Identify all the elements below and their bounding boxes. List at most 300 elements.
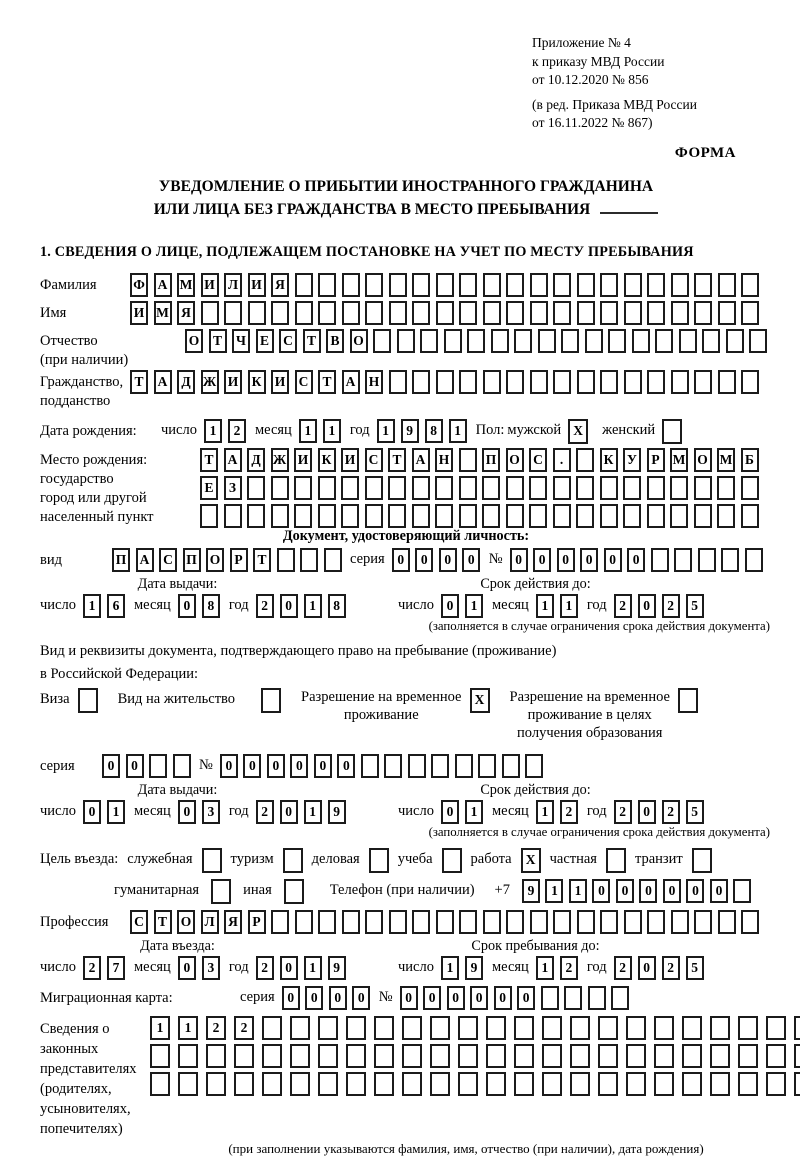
char-cell: [388, 476, 406, 500]
char-cell: [412, 910, 430, 934]
char-cell: А: [224, 448, 242, 472]
char-cell: [530, 273, 548, 297]
char-cell: М: [154, 301, 172, 325]
iddoc-heading: Документ, удостоверяющий личность:: [282, 527, 530, 544]
char-cell: [458, 1016, 478, 1040]
char-cell: [369, 848, 389, 873]
char-cell: [502, 754, 520, 778]
char-cell: [698, 548, 716, 572]
birth-year-boxes: [377, 419, 473, 443]
char-cell: [486, 1016, 506, 1040]
char-cell: [342, 273, 360, 297]
char-cell: [459, 370, 477, 394]
title-blank-line: [600, 198, 658, 214]
char-cell: Т: [130, 370, 148, 394]
char-cell: [624, 370, 642, 394]
iddoc-issue-day: [83, 594, 131, 618]
char-cell: 1: [465, 800, 483, 824]
char-cell: [542, 1016, 562, 1040]
char-cell: [710, 1044, 730, 1068]
char-cell: Т: [209, 329, 227, 353]
char-cell: 0: [352, 986, 370, 1010]
char-cell: [553, 301, 571, 325]
profession-row: [40, 910, 772, 934]
resdoc-valid-until-label: Срок действия до:: [480, 781, 591, 798]
iddoc-kind-label: вид: [40, 551, 62, 568]
char-cell: [402, 1016, 422, 1040]
char-cell: 2: [228, 419, 246, 443]
char-cell: [459, 301, 477, 325]
char-cell: [794, 1016, 800, 1040]
form-title: [40, 176, 772, 222]
char-cell: [671, 910, 689, 934]
char-cell: [514, 1016, 534, 1040]
char-cell: 0: [686, 879, 704, 903]
resdoc-restriction-note: (заполняется в случае ограничения срока действия документа): [428, 824, 770, 839]
annex-edit-line-2: от 16.11.2022 № 867): [532, 115, 653, 130]
char-cell: [318, 301, 336, 325]
birthplace-row: [40, 448, 772, 528]
char-cell: [671, 370, 689, 394]
char-cell: 1: [560, 594, 578, 618]
char-cell: 0: [267, 754, 285, 778]
resdoc-valid-month: [536, 800, 584, 824]
char-cell: [577, 370, 595, 394]
resdoc-dates: [40, 782, 772, 824]
resdoc-line1: Вид и реквизиты документа, подтверждающего право на пребывание (проживание): [40, 642, 557, 659]
iddoc-issue-year: [256, 594, 352, 618]
char-cell: Я: [177, 301, 195, 325]
char-cell: 0: [329, 986, 347, 1010]
char-cell: [694, 910, 712, 934]
char-cell: [654, 1044, 674, 1068]
iddoc-issue-date-label: Дата выдачи:: [137, 575, 218, 592]
char-cell: [611, 986, 629, 1010]
char-cell: [402, 1044, 422, 1068]
char-cell: [553, 476, 571, 500]
resdoc-issue-date-label: Дата выдачи:: [137, 781, 218, 798]
char-cell: [318, 1016, 338, 1040]
char-cell: [738, 1016, 758, 1040]
iddoc-kind-row: [40, 548, 772, 572]
char-cell: [576, 476, 594, 500]
char-cell: 1: [545, 879, 563, 903]
char-cell: [224, 301, 242, 325]
char-cell: [654, 1072, 674, 1096]
char-cell: [346, 1044, 366, 1068]
char-cell: [741, 504, 759, 528]
char-cell: 0: [282, 986, 300, 1010]
char-cell: [262, 1016, 282, 1040]
char-cell: 2: [662, 594, 680, 618]
patronymic-boxes: [185, 329, 773, 353]
char-cell: [674, 548, 692, 572]
char-cell: [431, 754, 449, 778]
char-cell: [542, 1072, 562, 1096]
char-cell: [766, 1044, 786, 1068]
char-cell: 2: [560, 956, 578, 980]
migration-number-label: №: [378, 988, 393, 1005]
char-cell: [670, 476, 688, 500]
char-cell: [478, 754, 496, 778]
char-cell: [529, 504, 547, 528]
char-cell: М: [177, 273, 195, 297]
purpose-study-label: учеба: [397, 850, 433, 867]
char-cell: 9: [401, 419, 419, 443]
char-cell: Т: [253, 548, 271, 572]
char-cell: [200, 504, 218, 528]
char-cell: М: [717, 448, 735, 472]
residence-permit-checkbox: [261, 688, 281, 713]
char-cell: К: [248, 370, 266, 394]
form-title-line-1: УВЕДОМЛЕНИЕ О ПРИБЫТИИ ИНОСТРАННОГО ГРАЖДАНИНА: [158, 177, 654, 195]
char-cell: [529, 476, 547, 500]
char-cell: [570, 1072, 590, 1096]
char-cell: [295, 301, 313, 325]
char-cell: [651, 548, 669, 572]
char-cell: 1: [107, 800, 125, 824]
char-cell: [745, 548, 763, 572]
annex-line-3: от 10.12.2020 № 856: [532, 72, 649, 87]
birthplace-boxes-row3: [200, 504, 764, 528]
char-cell: В: [326, 329, 344, 353]
birthplace-label: Место рождения: государство город или другой населенный пункт: [40, 451, 154, 525]
char-cell: [561, 329, 579, 353]
char-cell: [435, 476, 453, 500]
char-cell: К: [600, 448, 618, 472]
char-cell: [486, 1044, 506, 1068]
surname-label: Фамилия: [40, 276, 97, 293]
char-cell: [318, 910, 336, 934]
purpose-label: Цель въезда:: [40, 850, 119, 867]
char-cell: [506, 301, 524, 325]
char-cell: Ж: [271, 448, 289, 472]
char-cell: [733, 879, 751, 903]
char-cell: [324, 548, 342, 572]
firstname-label: Имя: [40, 304, 67, 321]
char-cell: [506, 504, 524, 528]
iddoc-valid-month: [536, 594, 584, 618]
char-cell: [388, 504, 406, 528]
char-cell: [284, 879, 304, 904]
char-cell: [600, 504, 618, 528]
entry-month: [178, 956, 226, 980]
stay-date: число 1 9 месяц 1 2 год 2 0 2 5: [398, 956, 772, 980]
char-cell: 1: [377, 419, 395, 443]
iddoc-series-label: серия: [350, 550, 385, 567]
representatives-boxes-row2: [150, 1044, 800, 1068]
char-cell: [346, 1072, 366, 1096]
char-cell: И: [201, 273, 219, 297]
char-cell: [247, 476, 265, 500]
option-visa: [40, 688, 98, 742]
char-cell: [206, 1044, 226, 1068]
section1-heading: 1. СВЕДЕНИЯ О ЛИЦЕ, ПОДЛЕЖАЩЕМ ПОСТАНОВКЕ НА УЧЕТ ПО МЕСТУ ПРЕБЫВАНИЯ: [40, 243, 694, 260]
char-cell: [455, 754, 473, 778]
char-cell: О: [185, 329, 203, 353]
char-cell: Т: [318, 370, 336, 394]
char-cell: 9: [465, 956, 483, 980]
char-cell: 0: [638, 594, 656, 618]
visa-label: Виза: [40, 690, 70, 707]
char-cell: [598, 1072, 618, 1096]
char-cell: [530, 301, 548, 325]
entry-dates: [40, 938, 772, 980]
char-cell: [647, 476, 665, 500]
char-cell: 0: [423, 986, 441, 1010]
char-cell: [178, 1044, 198, 1068]
char-cell: А: [154, 370, 172, 394]
phone-label: Телефон (при наличии): [329, 881, 475, 898]
char-cell: Ф: [130, 273, 148, 297]
char-cell: [647, 273, 665, 297]
char-cell: 0: [517, 986, 535, 1010]
char-cell: [342, 910, 360, 934]
char-cell: [211, 879, 231, 904]
purpose-humanitarian-label: гуманитарная: [114, 881, 200, 898]
char-cell: 1: [299, 419, 317, 443]
char-cell: [412, 301, 430, 325]
char-cell: 0: [280, 800, 298, 824]
char-cell: [682, 1016, 702, 1040]
char-cell: [459, 504, 477, 528]
char-cell: Л: [201, 910, 219, 934]
char-cell: И: [130, 301, 148, 325]
char-cell: [224, 504, 242, 528]
char-cell: [738, 1044, 758, 1068]
visa-checkbox: [78, 688, 98, 713]
char-cell: 0: [627, 548, 645, 572]
day-label: число: [161, 421, 197, 438]
resdoc-issue-year: [256, 800, 352, 824]
char-cell: .: [553, 448, 571, 472]
char-cell: [261, 688, 281, 713]
stay-year: [614, 956, 710, 980]
char-cell: [585, 329, 603, 353]
char-cell: [576, 448, 594, 472]
migration-card-row: [40, 986, 772, 1010]
char-cell: [295, 273, 313, 297]
char-cell: 0: [305, 986, 323, 1010]
residence-permit-label: Вид на жительство: [117, 690, 236, 707]
char-cell: 0: [462, 548, 480, 572]
resdoc-line2: в Российской Федерации:: [40, 665, 199, 682]
purpose-transit-label: транзит: [634, 850, 683, 867]
citizenship-label: Гражданство, подданство: [40, 373, 124, 409]
char-cell: Н: [365, 370, 383, 394]
purpose-row2: [40, 879, 772, 904]
char-cell: 0: [616, 879, 634, 903]
char-cell: [718, 301, 736, 325]
char-cell: [570, 1044, 590, 1068]
char-cell: [318, 273, 336, 297]
purpose-other-checkbox: [284, 879, 304, 904]
char-cell: 1: [178, 1016, 198, 1040]
char-cell: О: [206, 548, 224, 572]
char-cell: П: [482, 448, 500, 472]
char-cell: [295, 910, 313, 934]
char-cell: 9: [328, 800, 346, 824]
iddoc-valid-date: число 0 1 месяц 1 1 год 2 0 2 5: [398, 594, 772, 618]
stay-until-label: Срок пребывания до:: [471, 937, 600, 954]
profession-label: Профессия: [40, 913, 109, 930]
surname-row: [40, 273, 772, 297]
char-cell: [553, 910, 571, 934]
char-cell: [365, 476, 383, 500]
char-cell: [741, 476, 759, 500]
char-cell: [577, 273, 595, 297]
char-cell: [412, 476, 430, 500]
char-cell: [486, 1072, 506, 1096]
temp-permit-label: Разрешение на временное проживание: [301, 688, 462, 723]
char-cell: М: [670, 448, 688, 472]
purpose-tourism-label: туризм: [230, 850, 274, 867]
migration-series-boxes: [282, 986, 376, 1010]
char-cell: 0: [533, 548, 551, 572]
char-cell: И: [248, 273, 266, 297]
char-cell: 1: [204, 419, 222, 443]
char-cell: 0: [178, 956, 196, 980]
char-cell: [600, 370, 618, 394]
birthdate-row: [40, 419, 772, 444]
char-cell: [248, 301, 266, 325]
resdoc-issue-month: [178, 800, 226, 824]
char-cell: 0: [638, 956, 656, 980]
char-cell: И: [224, 370, 242, 394]
citizenship-row: [40, 370, 772, 411]
char-cell: X: [470, 688, 490, 713]
char-cell: 1: [536, 800, 554, 824]
char-cell: Я: [224, 910, 242, 934]
char-cell: [538, 329, 556, 353]
char-cell: [374, 1072, 394, 1096]
representatives-note: (при заполнении указываются фамилия, имя, отчество (при наличии), дата рождения): [228, 1140, 704, 1156]
char-cell: [342, 301, 360, 325]
iddoc-kind-boxes: [112, 548, 347, 572]
char-cell: 2: [206, 1016, 226, 1040]
char-cell: Ч: [232, 329, 250, 353]
iddoc-issue-date: число 1 6 месяц 0 8 год 2 0 1 8: [40, 594, 398, 618]
char-cell: 0: [710, 879, 728, 903]
birth-day-boxes: [204, 419, 252, 443]
char-cell: У: [623, 448, 641, 472]
char-cell: [710, 1016, 730, 1040]
migration-series-label: серия: [240, 988, 275, 1005]
char-cell: 1: [449, 419, 467, 443]
char-cell: [483, 370, 501, 394]
annex-edit-line-1: (в ред. Приказа МВД России: [532, 96, 697, 112]
annex-line-1: Приложение № 4: [532, 35, 631, 50]
purpose-humanitarian-checkbox: [211, 879, 231, 904]
char-cell: Е: [200, 476, 218, 500]
char-cell: 9: [522, 879, 540, 903]
migration-card-label: Миграционная карта:: [40, 989, 173, 1006]
char-cell: 0: [126, 754, 144, 778]
char-cell: [564, 986, 582, 1010]
patronymic-row: [40, 329, 772, 370]
char-cell: 5: [686, 956, 704, 980]
char-cell: [541, 986, 559, 1010]
char-cell: [201, 301, 219, 325]
resdoc-valid-year: [614, 800, 710, 824]
char-cell: [694, 301, 712, 325]
char-cell: [408, 754, 426, 778]
char-cell: 0: [638, 800, 656, 824]
surname-boxes: [130, 273, 765, 297]
char-cell: [365, 504, 383, 528]
char-cell: О: [350, 329, 368, 353]
edu-permit-label: Разрешение на временное проживание в целях получения образования: [509, 688, 670, 741]
char-cell: П: [112, 548, 130, 572]
char-cell: [600, 476, 618, 500]
char-cell: 1: [304, 594, 322, 618]
birth-month-boxes: [299, 419, 347, 443]
char-cell: [598, 1044, 618, 1068]
purpose-private-checkbox: [606, 848, 626, 873]
char-cell: [626, 1016, 646, 1040]
resdoc-valid-day: [441, 800, 489, 824]
char-cell: 2: [560, 800, 578, 824]
entry-date: число 2 7 месяц 0 3 год 2 0 1 9: [40, 956, 398, 980]
char-cell: Ж: [201, 370, 219, 394]
char-cell: 8: [202, 594, 220, 618]
iddoc-series-boxes: [392, 548, 486, 572]
char-cell: 8: [328, 594, 346, 618]
char-cell: 0: [280, 956, 298, 980]
char-cell: [717, 476, 735, 500]
char-cell: С: [295, 370, 313, 394]
char-cell: С: [365, 448, 383, 472]
char-cell: Т: [200, 448, 218, 472]
char-cell: [150, 1072, 170, 1096]
char-cell: 0: [415, 548, 433, 572]
iddoc-issue-month: [178, 594, 226, 618]
resdoc-series-row: [40, 754, 772, 778]
char-cell: Л: [224, 273, 242, 297]
edu-permit-checkbox: [678, 688, 698, 713]
char-cell: [78, 688, 98, 713]
char-cell: [420, 329, 438, 353]
char-cell: 0: [220, 754, 238, 778]
birthdate-label: Дата рождения:: [40, 422, 137, 439]
char-cell: И: [341, 448, 359, 472]
char-cell: [766, 1072, 786, 1096]
resdoc-series-boxes: [102, 754, 196, 778]
char-cell: 8: [425, 419, 443, 443]
char-cell: [318, 504, 336, 528]
char-cell: [626, 1072, 646, 1096]
representatives-boxes-row3: [150, 1072, 800, 1096]
iddoc-valid-day: [441, 594, 489, 618]
iddoc-valid-until-label: Срок действия до:: [480, 575, 591, 592]
char-cell: [525, 754, 543, 778]
char-cell: [290, 1016, 310, 1040]
char-cell: С: [529, 448, 547, 472]
iddoc-valid-year: [614, 594, 710, 618]
char-cell: [374, 1044, 394, 1068]
resdoc-options: [40, 688, 772, 742]
char-cell: [570, 1016, 590, 1040]
char-cell: [741, 301, 759, 325]
char-cell: [300, 548, 318, 572]
char-cell: 0: [663, 879, 681, 903]
char-cell: [623, 504, 641, 528]
iddoc-number-label: №: [488, 550, 503, 567]
char-cell: [600, 910, 618, 934]
year-label: год: [349, 421, 370, 438]
char-cell: 2: [662, 800, 680, 824]
char-cell: [530, 370, 548, 394]
